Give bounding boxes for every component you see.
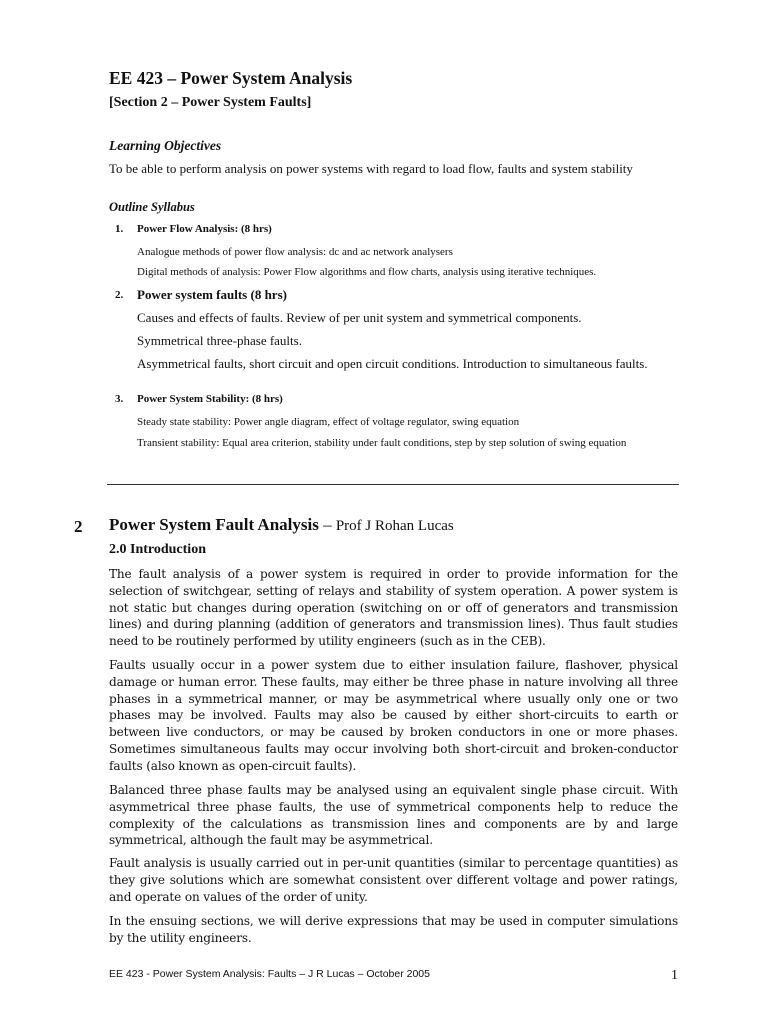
body-paragraph: Fault analysis is usually carried out in per-unit quantities (similar to percentage quantities) as they give solutions which are somewhat consistent over different voltage and power ratings, and operate on values of the order of unity. xyxy=(109,856,678,904)
syllabus-point: Causes and effects of faults. Review of per unit system and symmetrical components. xyxy=(137,310,582,325)
document-title: EE 423 – Power System Analysis xyxy=(109,68,353,88)
syllabus-point: Steady state stability: Power angle diagram, effect of voltage regulator, swing equation xyxy=(137,416,520,428)
syllabus-item-title: Power System Stability: (8 hrs) xyxy=(137,393,283,405)
body-paragraph: The fault analysis of a power system is required in order to provide information for the selection of switchgear, setting of relays and stability of system operation. A power system is not static but changes during operation (switching on or off of generators and transmission lines) and during planning (addition of generators and transmission lines). Thus fault studies need to be routinely performed by utility engineers (such as in the CEB). xyxy=(109,567,678,649)
body-paragraph: Faults usually occur in a power system due to either insulation failure, flashover, physical damage or human error. These faults, may either be three phase in nature involving all three phases in a symmetrical manner, or may be asymmetrical where usually only one or two phases may be involved. Faults may also be caused by either short-circuits to earth or between live conductors, or may be caused by broken conductors in one or more phases. Sometimes simultaneous faults may occur involving both short-circuit and broken-conductor faults (also known as open-circuit faults). xyxy=(109,658,678,773)
syllabus-point: Symmetrical three-phase faults. xyxy=(137,333,302,348)
syllabus-point: Analogue methods of power flow analysis: dc and ac network analysers xyxy=(137,246,453,258)
subsection-heading: 2.0 Introduction xyxy=(109,542,206,557)
body-paragraph: In the ensuing sections, we will derive expressions that may be used in computer simulations by the utility engineers. xyxy=(109,914,678,945)
section-number: 2 xyxy=(74,517,83,536)
syllabus-point: Transient stability: Equal area criterion, stability under fault conditions, step by step solution of swing equation xyxy=(137,437,627,449)
syllabus-item-number: 2. xyxy=(115,289,124,301)
section-author: Prof J Rohan Lucas xyxy=(335,518,454,534)
syllabus-item-number: 1. xyxy=(115,223,124,235)
syllabus-point: Asymmetrical faults, short circuit and open circuit conditions. Introduction to simultaneous faults. xyxy=(137,356,648,371)
section-title xyxy=(109,515,454,535)
section-title-text: Power System Fault Analysis xyxy=(109,515,319,534)
learning-objectives-text: To be able to perform analysis on power systems with regard to load flow, faults and system stability xyxy=(109,161,633,176)
syllabus-item-number: 3. xyxy=(115,393,124,405)
syllabus-item-title: Power Flow Analysis: (8 hrs) xyxy=(137,223,272,235)
page-number: 1 xyxy=(671,968,678,983)
outline-syllabus-heading: Outline Syllabus xyxy=(109,200,195,214)
document-subtitle: [Section 2 – Power System Faults] xyxy=(109,95,312,110)
body-paragraph: Balanced three phase faults may be analysed using an equivalent single phase circuit. With asymmetrical three phase faults, the use of symmetrical components help to reduce the complexity of the calculations as transmission lines and components are by and large symmetrical, although the fault may be asymmetrical. xyxy=(109,783,678,848)
footer-text: EE 423 - Power System Analysis: Faults – J R Lucas – October 2005 xyxy=(109,968,430,980)
syllabus-item-title: Power system faults (8 hrs) xyxy=(137,287,287,302)
section-divider xyxy=(107,484,679,485)
section-title-separator: – xyxy=(318,515,336,534)
syllabus-point: Digital methods of analysis: Power Flow algorithms and flow charts, analysis using iterative techniques. xyxy=(137,266,597,278)
learning-objectives-heading: Learning Objectives xyxy=(109,138,222,153)
